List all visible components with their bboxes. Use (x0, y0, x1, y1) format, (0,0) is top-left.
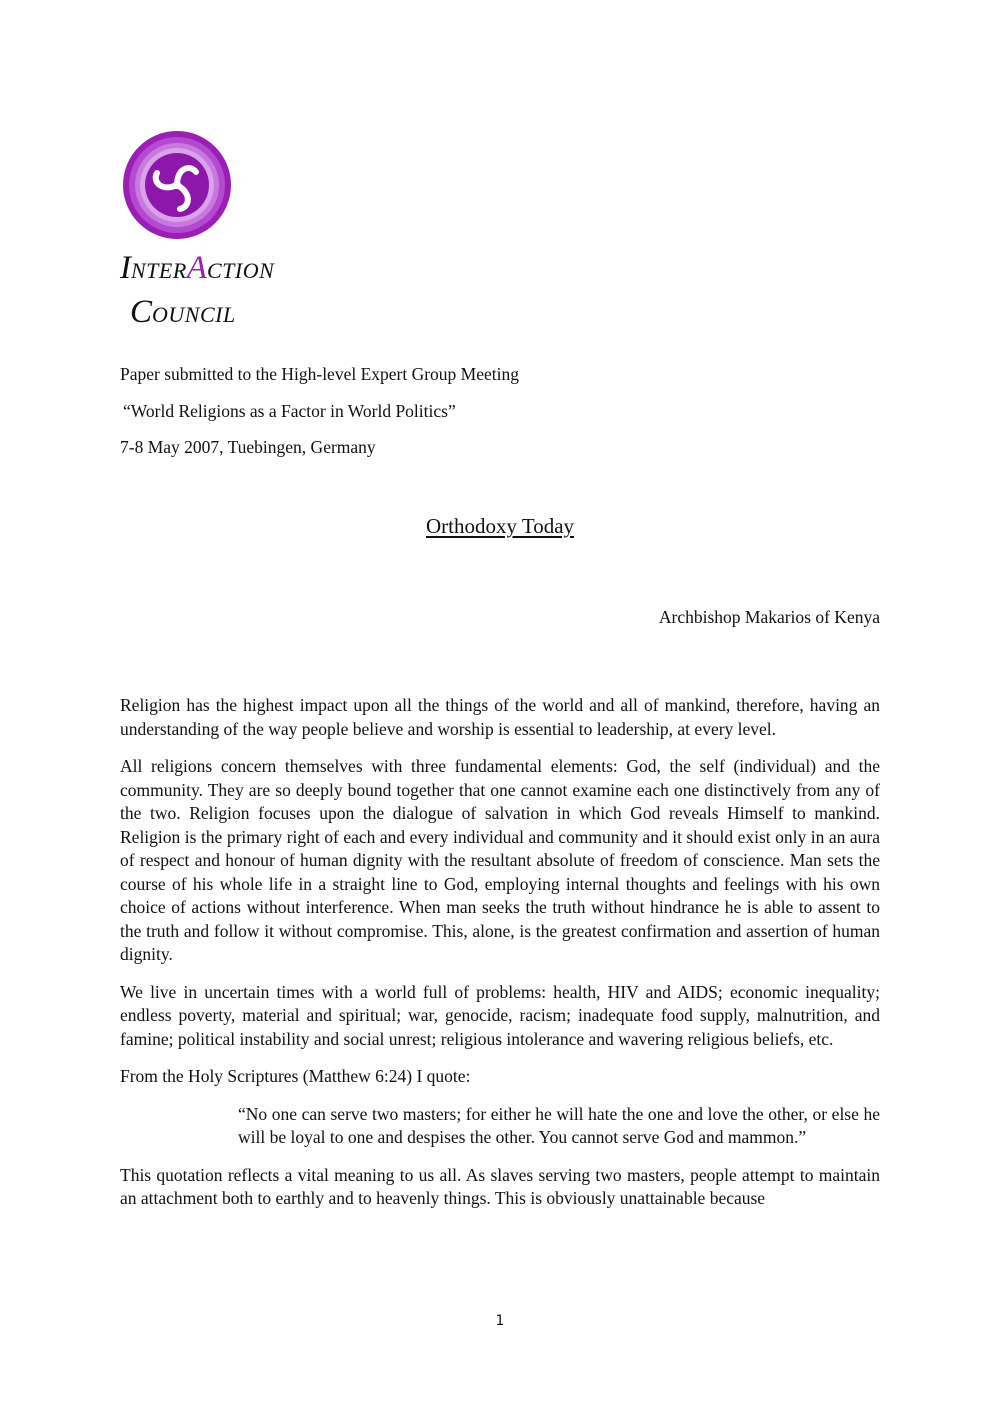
body-paragraph-5: This quotation reflects a vital meaning to us all. As slaves serving two masters, people attempt to maintain an attachment both to earthly and to heavenly things. This is obviously unattainable because (120, 1164, 880, 1208)
org-text-ction: CTION (206, 258, 275, 283)
meeting-date-line: 7-8 May 2007, Tuebingen, Germany (120, 437, 376, 457)
meeting-title-line: “World Religions as a Factor in World Politics” (123, 401, 456, 421)
org-initial-i: I (120, 250, 131, 286)
author-line: Archbishop Makarios of Kenya (658, 607, 880, 627)
org-initial-c: C (130, 294, 153, 330)
org-name-line1 (120, 252, 274, 285)
org-initial-a: A (186, 250, 207, 286)
org-text-ouncil: OUNCIL (152, 302, 236, 327)
org-text-nter: NTER (131, 258, 187, 283)
document-body (120, 694, 880, 1211)
document-title: Orthodoxy Today (425, 514, 575, 538)
scripture-quote: “No one can serve two masters; for either he will hate the one and love the other, or else he will be loyal to one and despises the other. You cannot serve God and mammon.” (238, 1103, 880, 1147)
page-number: 1 (495, 1313, 505, 1329)
meeting-line: Paper submitted to the High-level Expert Group Meeting (120, 364, 520, 384)
org-name-line2 (130, 296, 236, 329)
body-paragraph-3: We live in uncertain times with a world full of problems: health, HIV and AIDS; economic inequality; endless poverty, material and spiritual; war, genocide, racism; inadequate food supply, malnutrition, and famine; political instability and social unrest; religious intolerance and wavering religious beliefs, etc. (120, 981, 880, 1049)
triskelion-circle-logo-icon (122, 130, 232, 240)
body-paragraph-4: From the Holy Scriptures (Matthew 6:24) I quote: (120, 1066, 471, 1086)
body-paragraph-2: All religions concern themselves with three fundamental elements: God, the self (individual) and the community. They are so deeply bound together that one cannot examine each one distinctively from any of the two. Religion focuses upon the dialogue of salvation in which God reveals Himself to mankind. Religion is the primary right of each and every individual and community and it should exist only in an aura of respect and honour of human dignity with the resultant absolute of freedom of conscience. Man sets the course of his whole life in a straight line to God, employing internal thoughts and feelings with his own choice of actions without interference. When man seeks the truth without hindrance he is able to assent to the truth and follow it without compromise. This, alone, is the greatest confirmation and assertion of human dignity. (120, 756, 880, 964)
body-paragraph-1: Religion has the highest impact upon all the things of the world and all of mankind, therefore, having an understanding of the way people believe and worship is essential to leadership, at every level. (120, 695, 880, 739)
